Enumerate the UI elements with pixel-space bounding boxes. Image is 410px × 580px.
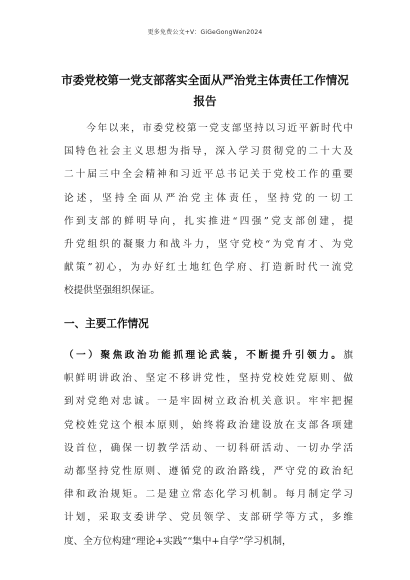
intro-line: 作到支部的鲜明导向，扎实推进“四强”党支部创建，提 [64, 215, 353, 227]
intro-line: 校提供坚强组织保证。 [64, 285, 160, 297]
intro-line: 今年以来，市委党校第一党支部坚持以习近平新时代中 [64, 123, 353, 134]
title-line-1: 市委党校第一党支部落实全面从严治党主体责任工作情况 [61, 73, 349, 87]
subsection-line: 律和政治规矩。二是建立常态化学习机制。每月制定学习 [64, 489, 353, 501]
subsection-line: 到对党绝对忠诚。一是牢固树立政治机关意识。牢牢把握 [64, 396, 353, 408]
subsection-line: 计划，采取支委讲学、党员领学、支部研学等方式，多维 [64, 512, 353, 524]
subsection-paragraph [64, 344, 353, 553]
subsection-line: 度、全方位构建“理论+实践”“集中+自学”学习机制， [64, 535, 292, 547]
document-title [40, 70, 370, 112]
intro-line: 二十届三中全会精神和习近平总书记关于党校工作的重要 [64, 169, 353, 181]
header-watermark: 更多免费公文+V：GiGeGongWen2024 [147, 29, 263, 36]
subsection-first-line-rest: 旗 [343, 350, 353, 361]
subsection-line: 设首位，确保一切教学活动、一切科研活动、一切办学活 [64, 442, 353, 454]
intro-line: 升党组织的凝聚力和战斗力，坚守党校“为党育才、为党 [64, 239, 353, 251]
intro-paragraph [64, 117, 353, 303]
subsection-line: 动都坚持党性原则、遵循党的政治路线，严守党的政治纪 [64, 466, 353, 478]
intro-line: 献策”初心，为办好红土地红色学府、打造新时代一流党 [64, 262, 353, 274]
title-line-2: 报告 [193, 94, 217, 108]
section-heading: 一、主要工作情况 [64, 318, 149, 330]
subsection-first-line [64, 344, 353, 367]
subsection-lead: （一）聚焦政治功能抓理论武装，不断提升引领力。 [64, 350, 344, 361]
subsection-line: 帜鲜明讲政治、坚定不移讲党性，坚持党校姓党原则、做 [64, 373, 353, 385]
intro-line: 国特色社会主义思想为指导，深入学习贯彻党的二十大及 [64, 146, 353, 158]
intro-line: 论述，坚持全面从严治党主体责任，坚持党的一切工 [64, 192, 353, 204]
subsection-line: 党校姓党这个根本原则，始终将政治建设放在支部各项建 [64, 419, 353, 431]
